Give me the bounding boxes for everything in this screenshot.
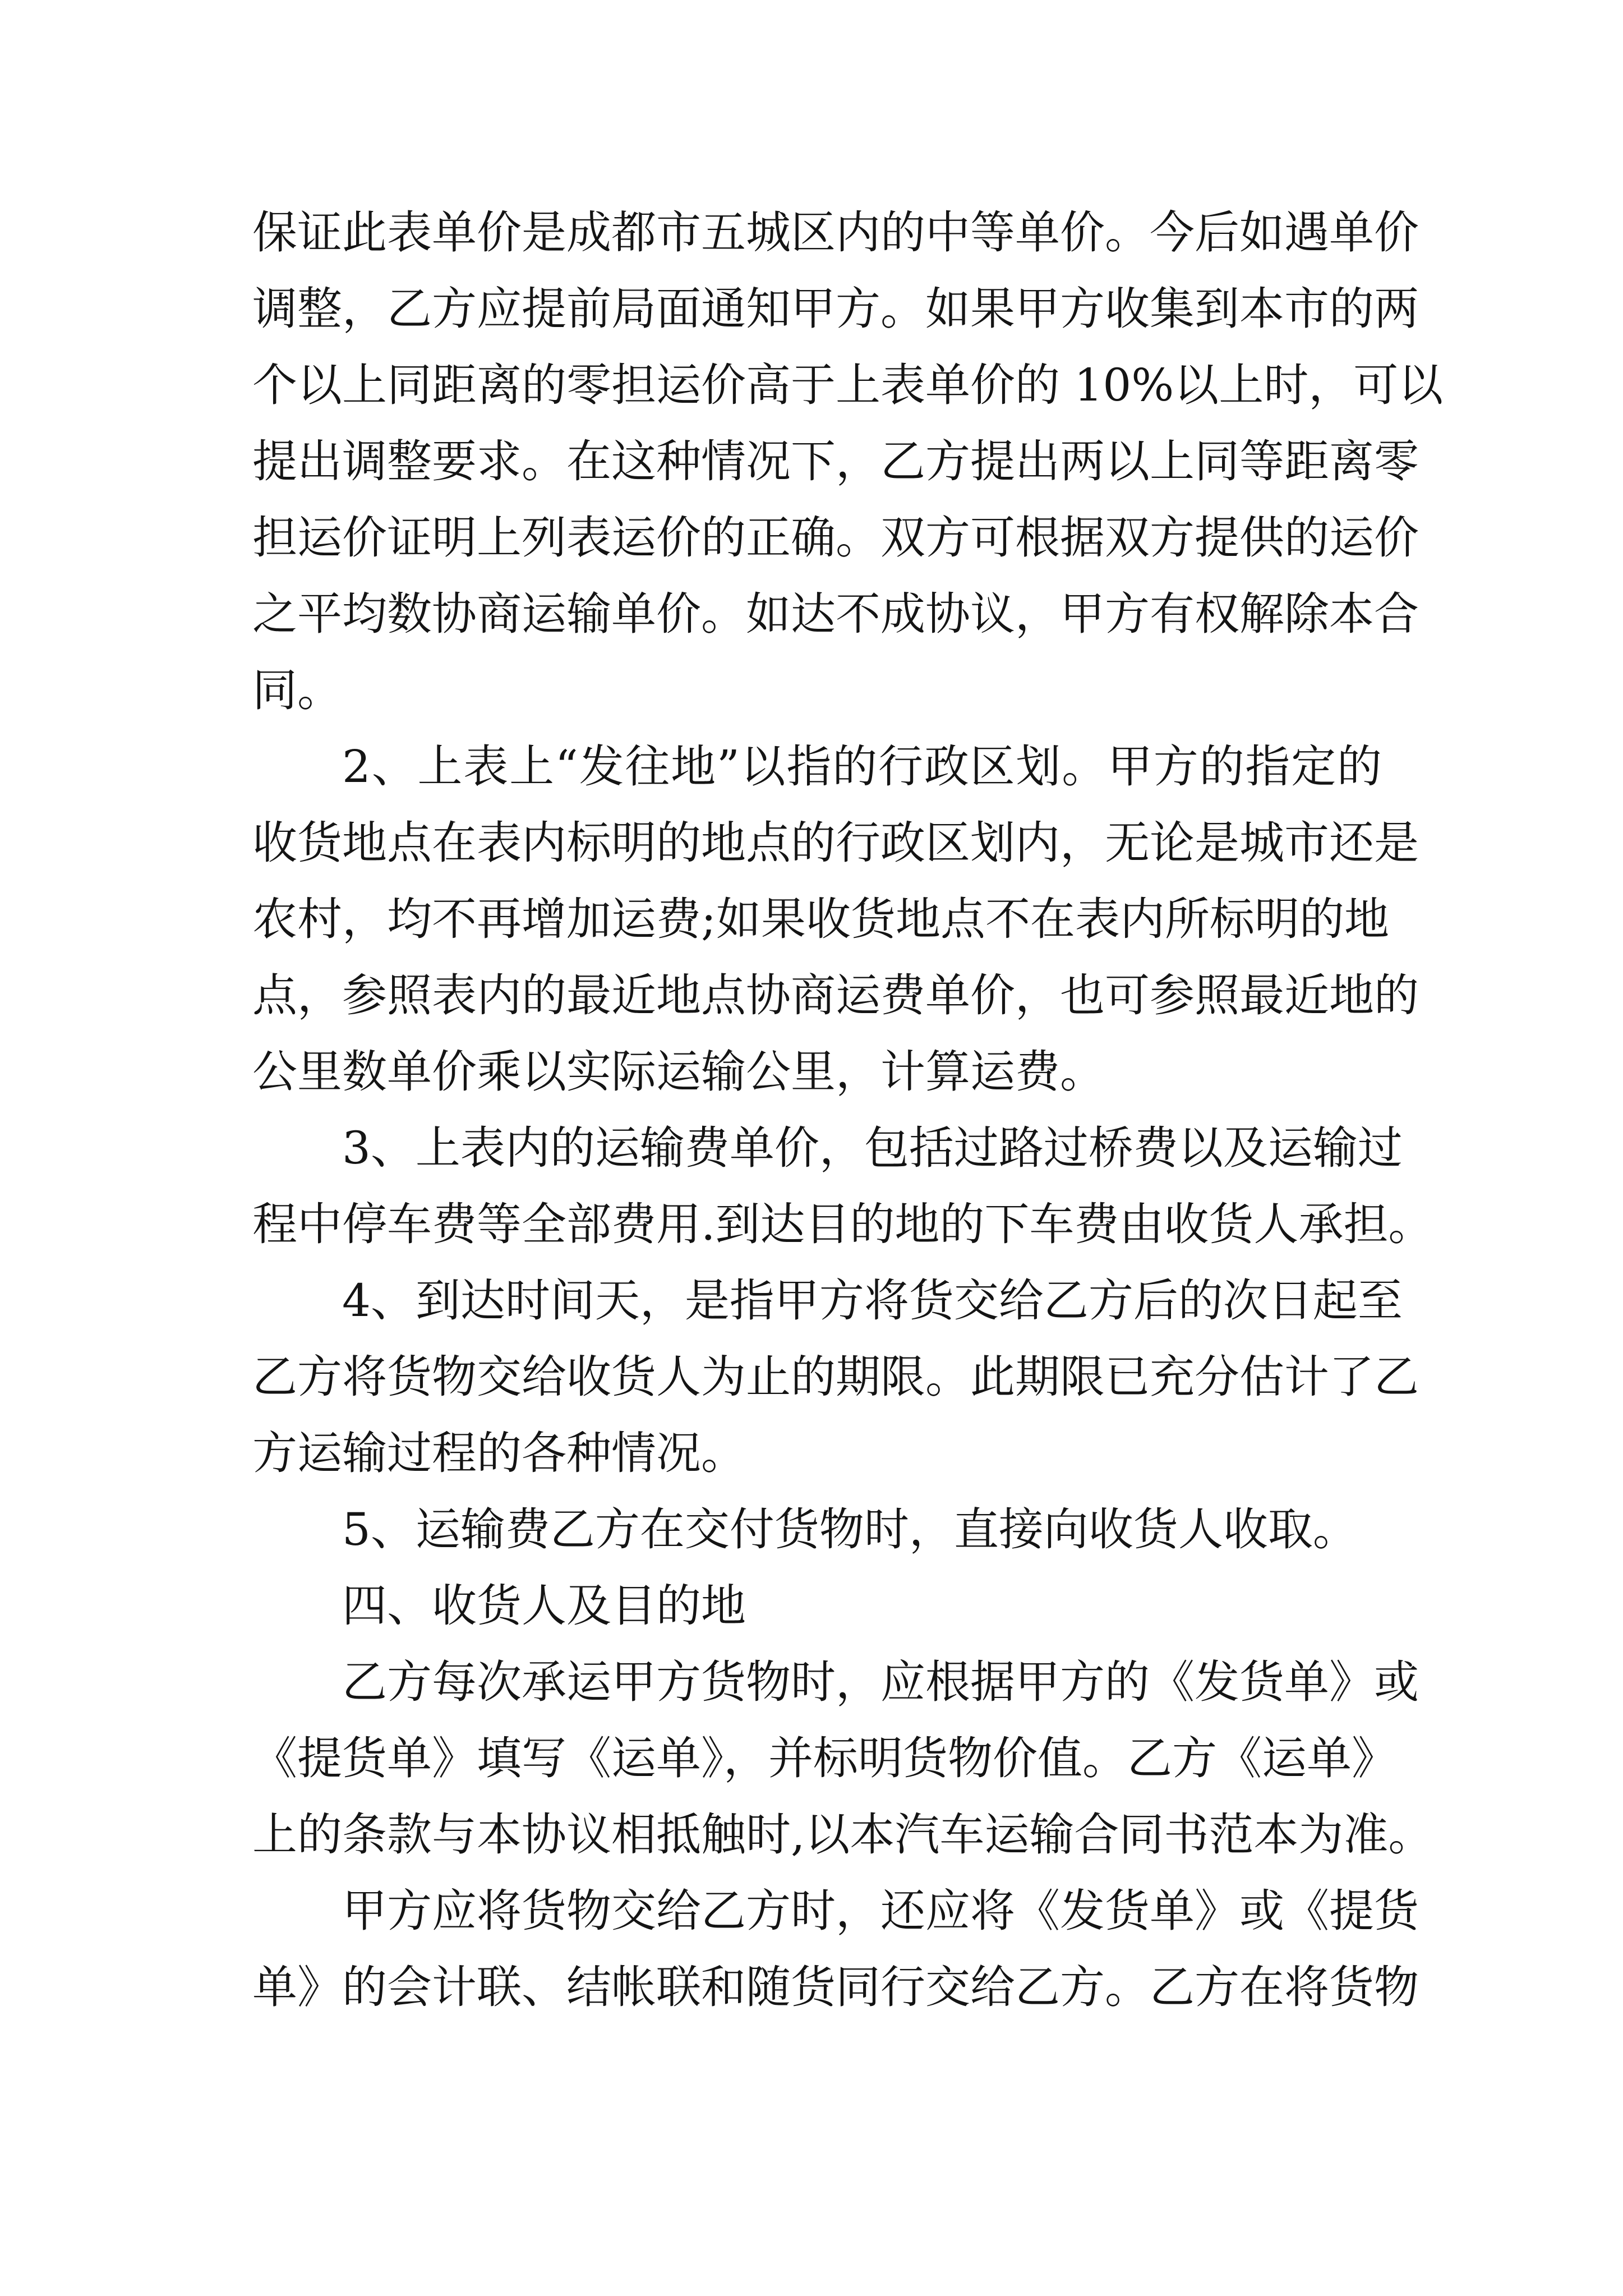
paragraph-2-line-4: 点，参照表内的最近地点协商运费单价，也可参照最近地的 — [252, 969, 1419, 1022]
paragraph-7-line-2: 单》的会计联、结帐联和随货同行交给乙方。乙方在将货物 — [252, 1961, 1419, 2013]
paragraph-6-line-2: 《提货单》填写《运单》，并标明货物价值。乙方《运单》 — [252, 1732, 1396, 1784]
paragraph-2-line-5: 公里数单价乘以实际运输公里，计算运费。 — [252, 1046, 1105, 1098]
paragraph-1-line-7: 同。 — [252, 664, 342, 716]
paragraph-4-line-1: 4、到达时间天，是指甲方将货交给乙方后的次日起至 — [342, 1274, 1403, 1327]
paragraph-3-line-1: 3、上表内的运输费单价，包括过路过桥费以及运输过 — [342, 1122, 1403, 1174]
paragraph-1-line-2: 调整，乙方应提前局面通知甲方。如果甲方收集到本市的两 — [252, 283, 1419, 335]
paragraph-2-line-2: 收货地点在表内标明的地点的行政区划内，无论是城市还是 — [252, 817, 1419, 869]
paragraph-2-line-3: 农村，均不再增加运费;如果收货地点不在表内所标明的地 — [252, 893, 1389, 945]
paragraph-7-line-1: 甲方应将货物交给乙方时，还应将《发货单》或《提货 — [342, 1885, 1419, 1937]
paragraph-6-line-1: 乙方每次承运甲方货物时，应根据甲方的《发货单》或 — [342, 1656, 1419, 1708]
paragraph-1-line-5: 担运价证明上列表运价的正确。双方可根据双方提供的运价 — [252, 512, 1419, 564]
paragraph-1-line-4: 提出调整要求。在这种情况下，乙方提出两以上同等距离零 — [252, 435, 1419, 487]
section-heading-4: 四、收货人及目的地 — [342, 1580, 746, 1632]
paragraph-3-line-2: 程中停车费等全部费用.到达目的地的下车费由收货人承担。 — [252, 1198, 1433, 1250]
paragraph-1-line-3: 个以上同距离的零担运价高于上表单价的 10%以上时，可以 — [252, 359, 1444, 411]
paragraph-1-line-1: 保证此表单价是成都市五城区内的中等单价。今后如遇单价 — [252, 206, 1419, 259]
paragraph-5-line-1: 5、运输费乙方在交付货物时，直接向收货人收取。 — [342, 1503, 1358, 1556]
paragraph-4-line-3: 方运输过程的各种情况。 — [252, 1427, 746, 1479]
paragraph-4-line-2: 乙方将货物交给收货人为止的期限。此期限已充分估计了乙 — [252, 1351, 1419, 1403]
paragraph-1-line-6: 之平均数协商运输单价。如达不成协议，甲方有权解除本合 — [252, 588, 1419, 640]
paragraph-6-line-3: 上的条款与本协议相抵触时,以本汽车运输合同书范本为准。 — [252, 1809, 1433, 1861]
paragraph-2-line-1: 2、上表上“发往地”以指的行政区划。甲方的指定的 — [342, 740, 1382, 793]
